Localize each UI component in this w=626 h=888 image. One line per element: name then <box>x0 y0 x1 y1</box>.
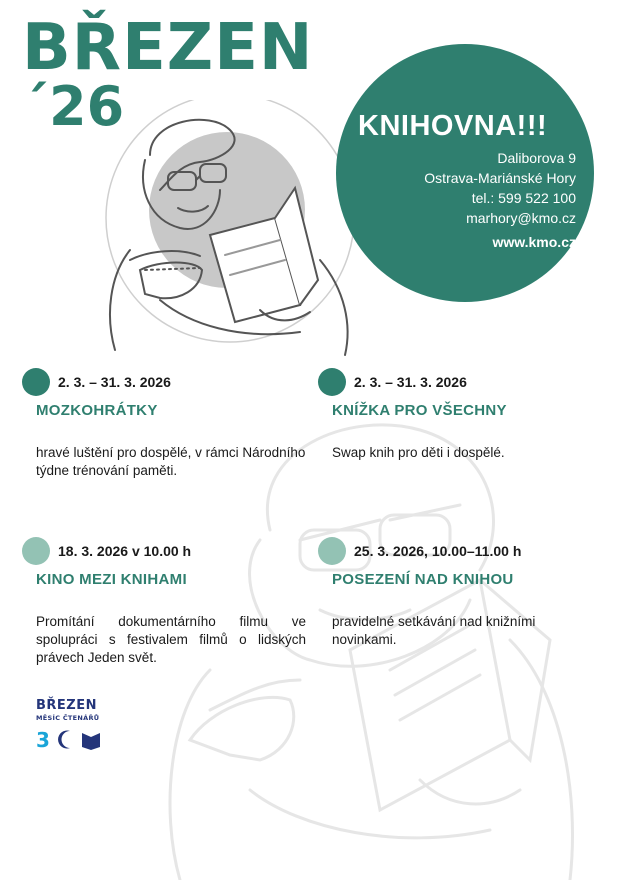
moon-icon <box>58 731 70 749</box>
logo-subtitle: MĚSÍC ČTENÁŘŮ <box>36 714 100 722</box>
event-description: pravidelné setkávání nad knižními novinkami. <box>332 614 536 647</box>
brezen-mesic-ctenaru-logo <box>36 698 116 755</box>
year-title: ´26 <box>22 75 125 138</box>
address-street: Daliborova 9 <box>497 150 576 166</box>
web-link[interactable]: www.kmo.cz <box>492 234 576 250</box>
event-name: KNÍŽKA PRO VŠECHNY <box>332 402 507 419</box>
event-date: 2. 3. – 31. 3. 2026 <box>354 374 467 390</box>
event-date: 2. 3. – 31. 3. 2026 <box>58 374 171 390</box>
event-description: Promítání dokumentárního filmu ve spolupráci s festivalem filmů o lidských právech Jeden svět. <box>36 614 306 665</box>
logo-title: BŘEZEN <box>36 698 97 713</box>
event-name: MOZKOHRÁTKY <box>36 402 158 419</box>
library-info-circle <box>336 44 594 302</box>
event-date: 25. 3. 2026, 10.00–11.00 h <box>354 543 522 559</box>
event-description: Swap knih pro děti i dospělé. <box>332 445 505 460</box>
event-dot-icon <box>22 537 50 565</box>
month-title: BŘEZEN <box>22 11 314 85</box>
event-dot-icon <box>318 368 346 396</box>
phone: tel.: 599 522 100 <box>471 190 576 206</box>
address-city: Ostrava-Mariánské Hory <box>424 170 576 186</box>
logo-digit: 3 <box>36 728 50 750</box>
event-name: POSEZENÍ NAD KNIHOU <box>332 571 514 588</box>
reader-illustration <box>90 100 370 360</box>
logo-icons <box>36 728 108 750</box>
email-link[interactable]: marhory@kmo.cz <box>466 210 576 226</box>
library-title: KNIHOVNA!!! <box>358 110 548 142</box>
book-icon <box>82 733 100 750</box>
event-date: 18. 3. 2026 v 10.00 h <box>58 543 192 559</box>
event-dot-icon <box>318 537 346 565</box>
library-contact <box>424 148 576 252</box>
event-description: hravé luštění pro dospělé, v rámci Národního týdne trénování paměti. <box>36 445 306 478</box>
event-name: KINO MEZI KNIHAMI <box>36 571 187 588</box>
event-dot-icon <box>22 368 50 396</box>
